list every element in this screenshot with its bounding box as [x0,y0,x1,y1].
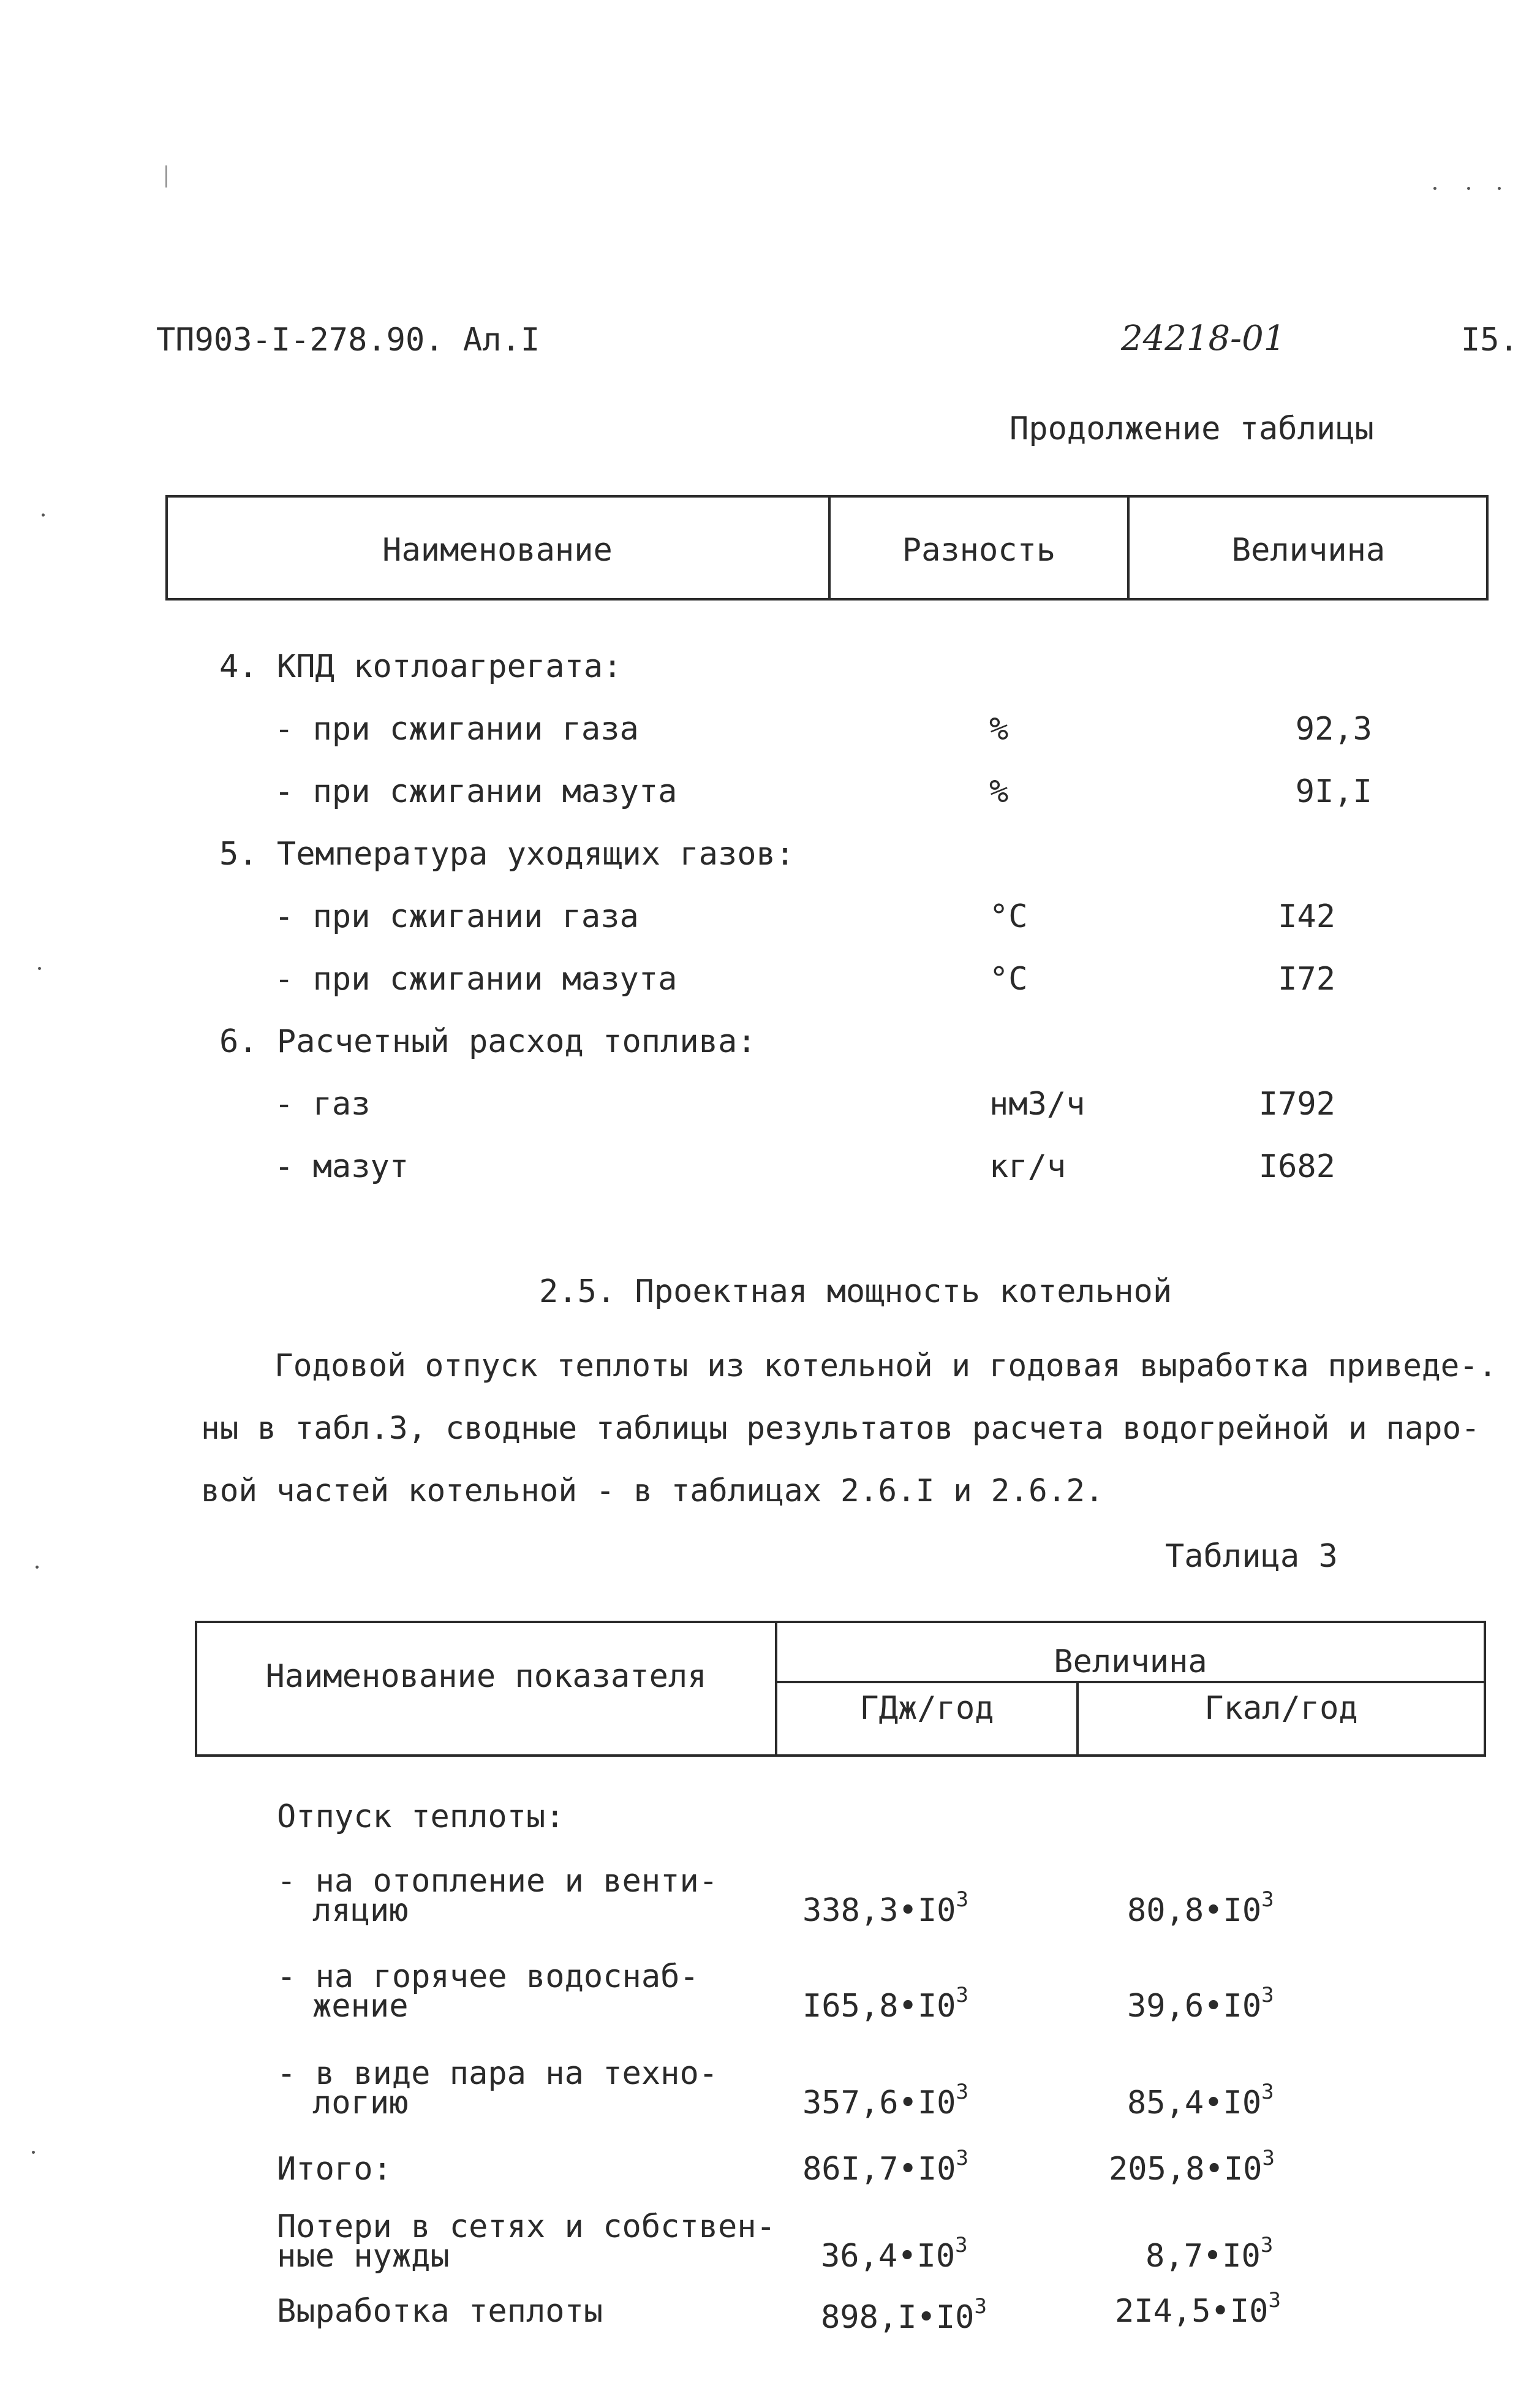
table3-col-unit2: Гкал/год [1204,1690,1358,1727]
table-row-value-gj: $I65,8•I0^3$ [802,1983,968,2025]
table-row-unit: °C [989,961,1028,998]
table-row-label-cont: жение [312,1988,409,2025]
table3-col-unit1: ГДж/год [859,1690,994,1727]
table-row-value: 92,3 [1295,711,1372,748]
table-row-value: 9I,I [1295,773,1372,810]
scan-mark [165,165,167,188]
table-row-value-gj: $86I,7•I0^3$ [802,2146,968,2188]
table3-divider [775,1621,777,1757]
table-row-value-gj: $338,3•I0^3$ [802,1887,968,1929]
table-row-label: - при сжигании газа [274,711,639,748]
table3-col-name: Наименование показателя [265,1658,707,1695]
table-row-label: Отпуск теплоты: [277,1798,565,1835]
page-number: I5. [1461,322,1519,358]
table-row-label-cont: логию [312,2085,409,2121]
table-row-value-gcal: $80,8•I0^3$ [1127,1887,1274,1929]
table3-divider [775,1681,1486,1683]
scan-mark [1498,187,1501,190]
table-row-label: 6. Расчетный расход топлива: [219,1023,757,1060]
table-row-label: Потери в сетях и собствен- [277,2208,776,2245]
table-row-value-gj: $357,6•I0^3$ [802,2080,968,2121]
scan-mark [1467,187,1470,190]
scan-mark [38,967,41,970]
table-row-value: I72 [1278,961,1335,998]
paragraph-line: ны в табл.3, сводные таблицы результатов расчета водогрейной и паро- [201,1411,1480,1447]
scan-mark [32,2151,35,2154]
table-row-label: Итого: [277,2151,392,2188]
document-code: ТП903-I-278.90. Ал.I [156,322,540,358]
table-row-label: 4. КПД котлоагрегата: [219,648,622,685]
table-row-value: I682 [1258,1148,1335,1185]
table-row-value: I42 [1278,898,1335,935]
table-row-value-gcal: $2I4,5•I0^3$ [1115,2288,1281,2330]
table-row-value-gcal: $205,8•I0^3$ [1109,2146,1275,2188]
table-row-unit: % [989,711,1009,748]
table-row-unit: °C [989,898,1028,935]
table-row-label: - в виде пара на техно- [277,2055,719,2092]
table-row-value-gj: $898,I•I0^3$ [821,2294,987,2336]
table-row-label: - мазут [274,1148,409,1185]
table-row-label: 5. Температура уходящих газов: [219,836,795,873]
scan-mark [1433,187,1436,190]
table-row-label: - при сжигании газа [274,898,639,935]
table-row-value: I792 [1258,1086,1335,1123]
table3-caption: Таблица 3 [1165,1538,1338,1575]
section-heading: 2.5. Проектная мощность котельной [539,1273,1172,1310]
paragraph-line: Годовой отпуск теплоты из котельной и годовая выработка приведе-. [274,1348,1497,1384]
paragraph-line: вой частей котельной - в таблицах 2.6.I и 2.6.2. [201,1473,1104,1509]
table-row-value-gj: $36,4•I0^3$ [821,2233,968,2275]
table1-col-name: Наименование [382,532,613,569]
table-row-unit: нм3/ч [989,1086,1085,1123]
table-row-label-cont: ные нужды [277,2238,450,2275]
table-row-label: Выработка теплоты [277,2293,603,2330]
table1-col-unit: Разность [902,532,1056,569]
scan-mark [36,1566,39,1569]
handwritten-number: 24218-01 [1121,319,1286,358]
table-row-value-gcal: $85,4•I0^3$ [1127,2080,1274,2121]
table-row-unit: кг/ч [989,1148,1066,1185]
table-row-unit: % [989,773,1009,810]
table-row-label-cont: ляцию [312,1892,409,1929]
table-row-label: - на горячее водоснаб- [277,1958,699,1995]
table-row-label: - газ [274,1086,371,1123]
table-row-label: - при сжигании мазута [274,773,678,810]
table-row-value-gcal: $39,6•I0^3$ [1127,1983,1274,2025]
table-continuation-caption: Продолжение таблицы [1010,411,1374,447]
table3-col-group: Величина [1054,1643,1207,1680]
scan-mark [42,513,45,517]
table-row-label: - на отопление и венти- [277,1863,719,1900]
table-row-value-gcal: $8,7•I0^3$ [1146,2233,1274,2275]
table-row-label: - при сжигании мазута [274,961,678,998]
table1-col-value: Величина [1231,532,1386,569]
